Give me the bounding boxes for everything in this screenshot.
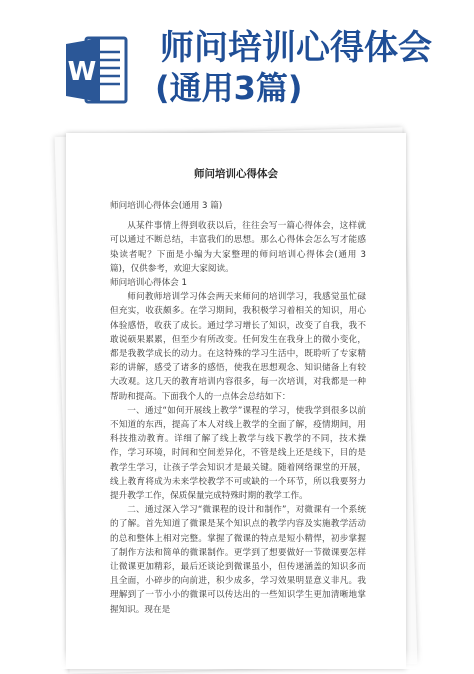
document-page — [66, 133, 406, 669]
doc-section-heading: 师问培训心得体会 1 — [110, 278, 187, 289]
page-title-line2: (通用3篇) — [155, 69, 303, 107]
page-title-line1: 师问培训心得体会 — [160, 28, 432, 68]
bottom-fade — [0, 649, 474, 669]
doc-paragraph: 二、通过深入学习“微课程的设计和制作”，对微课有一个系统的了解。首先知道了微课是某个知识点的教学内容及实施教学活动的总和整体上相对完整。掌握了微课的特点是短小精悍，初步掌握了制作方法和简单的微课制作。更学到了想要做好一节微课要怎样让微课更加精彩，最后还谈论到微课虽小，但传递涵盖的知识多而且全面，小碎步的向前进，积少成多，学习效果明显意义非凡。我理解到了一节小小的微课可以传达出的一些知识学生更加清晰地掌握知识。现在是 — [110, 505, 366, 615]
document-title: 师问培训心得体会 — [194, 168, 278, 180]
doc-paragraph: 一、通过“如何开展线上教学”课程的学习，使我学到很多以前不知道的东西，提高了本人对线上教学的全面了解，疫情期间，用科技推动教育。详细了解了线上教学与线下教学的不同，技术操作，学习环境，时间和空间差异化，不管是线上还是线下，目的是教学生学习，让孩子学会知识才是最关键。随着网络课堂的开展，线上教育将成为未来学校教学不可或缺的一个环节，所以我要努力提升教学工作，保质保量完成特殊时期的教学工作。 — [110, 405, 366, 502]
doc-paragraph: 师问教师培训学习体会两天来师问的培训学习，我感觉虽忙碌但充实，收获颇多。在学习期间，我积极学习着相关的知识，用心体验感悟，收获了成长。通过学习增长了知识，改变了自我，我不敢说硕果累累，但至少有所改变。任何发生在我身上的微小变化，都是我教学成长的动力。在这特殊的学习生活中，既聆听了专家精彩的讲解，感受了诸多的感悟，使我在思想观念、知识储备上有较大改观。这几天的教育培训内容很多，每一次培训，对我都是一种帮助和提高。下面我个人的一点体会总结如下： — [110, 292, 366, 402]
document-body — [66, 199, 406, 617]
word-icon-letter: W — [67, 57, 97, 87]
header-banner — [0, 0, 474, 135]
doc-subtitle: 师问培训心得体会(通用 3 篇) — [110, 201, 223, 211]
doc-paragraph-intro: 从某件事情上得到收获以后，往往会写一篇心得体会，这样就可以通过不断总结，丰富我们的思想。那么心得体会怎么写才能感染读者呢？下面是小编为大家整理的师问培训心得体会(通用 3 篇)，仅供参考，欢迎大家阅读。 — [110, 221, 366, 274]
word-document-icon — [64, 34, 130, 106]
